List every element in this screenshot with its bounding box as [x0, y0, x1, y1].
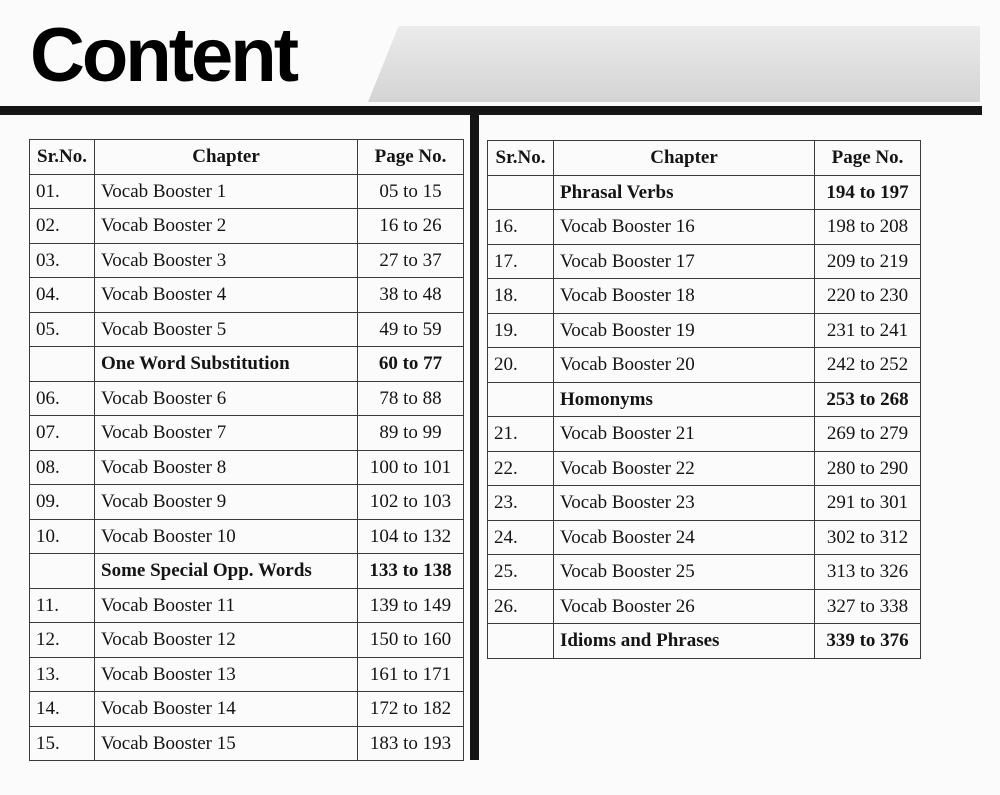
page-range-cell: 104 to 132 [358, 519, 464, 554]
page-range-cell: 194 to 197 [815, 175, 921, 210]
page-title: Content [30, 13, 297, 98]
section-row [30, 347, 464, 382]
table-row [488, 210, 921, 245]
sr-no-cell: 05. [30, 312, 95, 347]
table-row [488, 279, 921, 314]
table-row [30, 243, 464, 278]
sr-no-cell [30, 347, 95, 382]
sr-no-cell: 08. [30, 450, 95, 485]
header-sr-no: Sr.No. [30, 140, 95, 175]
sr-no-cell: 09. [30, 485, 95, 520]
page-range-cell: 102 to 103 [358, 485, 464, 520]
sr-no-cell [30, 554, 95, 589]
chapter-cell: Vocab Booster 6 [95, 381, 358, 416]
sr-no-cell: 23. [488, 486, 554, 521]
table-row [30, 657, 464, 692]
header-sr-no: Sr.No. [488, 141, 554, 176]
chapter-cell: Vocab Booster 5 [95, 312, 358, 347]
header-page-no: Page No. [815, 141, 921, 176]
table-row [488, 451, 921, 486]
title-banner [368, 26, 980, 102]
chapter-cell: One Word Substitution [95, 347, 358, 382]
page-range-cell: 183 to 193 [358, 726, 464, 761]
header-page-no: Page No. [358, 140, 464, 175]
header-chapter: Chapter [95, 140, 358, 175]
sr-no-cell: 16. [488, 210, 554, 245]
section-row [488, 175, 921, 210]
table-row [488, 589, 921, 624]
sr-no-cell: 15. [30, 726, 95, 761]
chapter-cell: Vocab Booster 25 [554, 555, 815, 590]
table-row [30, 450, 464, 485]
sr-no-cell: 18. [488, 279, 554, 314]
page-range-cell: 78 to 88 [358, 381, 464, 416]
table-row [488, 348, 921, 383]
page-range-cell: 05 to 15 [358, 174, 464, 209]
table-row [488, 417, 921, 452]
page-range-cell: 198 to 208 [815, 210, 921, 245]
sr-no-cell: 12. [30, 623, 95, 658]
chapter-cell: Vocab Booster 19 [554, 313, 815, 348]
table-row [30, 416, 464, 451]
chapter-cell: Vocab Booster 9 [95, 485, 358, 520]
section-row [488, 624, 921, 659]
sr-no-cell [488, 382, 554, 417]
table-row [30, 209, 464, 244]
table-row [30, 278, 464, 313]
chapter-cell: Vocab Booster 20 [554, 348, 815, 383]
page-range-cell: 242 to 252 [815, 348, 921, 383]
sr-no-cell: 14. [30, 692, 95, 727]
table-row [30, 174, 464, 209]
chapter-cell: Idioms and Phrases [554, 624, 815, 659]
chapter-cell: Vocab Booster 14 [95, 692, 358, 727]
chapter-cell: Vocab Booster 1 [95, 174, 358, 209]
table-row [30, 726, 464, 761]
page-range-cell: 49 to 59 [358, 312, 464, 347]
table-row [488, 520, 921, 555]
table-header-row [30, 140, 464, 175]
chapter-cell: Vocab Booster 24 [554, 520, 815, 555]
chapter-cell: Vocab Booster 12 [95, 623, 358, 658]
chapter-cell: Vocab Booster 18 [554, 279, 815, 314]
sr-no-cell: 20. [488, 348, 554, 383]
page-range-cell: 313 to 326 [815, 555, 921, 590]
sr-no-cell: 03. [30, 243, 95, 278]
table-row [30, 588, 464, 623]
table-row [488, 555, 921, 590]
page-range-cell: 269 to 279 [815, 417, 921, 452]
sr-no-cell [488, 175, 554, 210]
toc-body-right [488, 175, 921, 658]
chapter-cell: Vocab Booster 17 [554, 244, 815, 279]
page-range-cell: 161 to 171 [358, 657, 464, 692]
table-row [30, 692, 464, 727]
page-range-cell: 172 to 182 [358, 692, 464, 727]
chapter-cell: Vocab Booster 7 [95, 416, 358, 451]
chapter-cell: Vocab Booster 23 [554, 486, 815, 521]
chapter-cell: Vocab Booster 16 [554, 210, 815, 245]
sr-no-cell: 06. [30, 381, 95, 416]
chapter-cell: Vocab Booster 13 [95, 657, 358, 692]
chapter-cell: Vocab Booster 8 [95, 450, 358, 485]
table-row [30, 623, 464, 658]
chapter-cell: Vocab Booster 2 [95, 209, 358, 244]
sr-no-cell: 26. [488, 589, 554, 624]
chapter-cell: Vocab Booster 26 [554, 589, 815, 624]
page-range-cell: 291 to 301 [815, 486, 921, 521]
table-row [488, 486, 921, 521]
table-row [488, 244, 921, 279]
page-range-cell: 339 to 376 [815, 624, 921, 659]
header-rule [0, 106, 982, 115]
chapter-cell: Vocab Booster 15 [95, 726, 358, 761]
table-row [30, 312, 464, 347]
page-range-cell: 133 to 138 [358, 554, 464, 589]
chapter-cell: Some Special Opp. Words [95, 554, 358, 589]
table-row [30, 519, 464, 554]
chapter-cell: Homonyms [554, 382, 815, 417]
page-range-cell: 302 to 312 [815, 520, 921, 555]
table-header-row [488, 141, 921, 176]
sr-no-cell: 01. [30, 174, 95, 209]
page-range-cell: 327 to 338 [815, 589, 921, 624]
section-row [30, 554, 464, 589]
chapter-cell: Vocab Booster 10 [95, 519, 358, 554]
page-range-cell: 60 to 77 [358, 347, 464, 382]
toc-table-left [29, 139, 464, 761]
chapter-cell: Vocab Booster 3 [95, 243, 358, 278]
page-range-cell: 253 to 268 [815, 382, 921, 417]
table-row [30, 381, 464, 416]
page-range-cell: 150 to 160 [358, 623, 464, 658]
table-row [30, 485, 464, 520]
sr-no-cell: 04. [30, 278, 95, 313]
table-row [488, 313, 921, 348]
sr-no-cell: 07. [30, 416, 95, 451]
sr-no-cell [488, 624, 554, 659]
sr-no-cell: 25. [488, 555, 554, 590]
toc-body-left [30, 174, 464, 761]
chapter-cell: Vocab Booster 22 [554, 451, 815, 486]
sr-no-cell: 17. [488, 244, 554, 279]
sr-no-cell: 21. [488, 417, 554, 452]
page-range-cell: 16 to 26 [358, 209, 464, 244]
toc-table-right [487, 140, 921, 659]
section-row [488, 382, 921, 417]
sr-no-cell: 22. [488, 451, 554, 486]
page-range-cell: 139 to 149 [358, 588, 464, 623]
sr-no-cell: 10. [30, 519, 95, 554]
page-range-cell: 209 to 219 [815, 244, 921, 279]
header-chapter: Chapter [554, 141, 815, 176]
sr-no-cell: 11. [30, 588, 95, 623]
page-range-cell: 100 to 101 [358, 450, 464, 485]
column-divider [470, 115, 479, 760]
page-range-cell: 38 to 48 [358, 278, 464, 313]
page-range-cell: 280 to 290 [815, 451, 921, 486]
chapter-cell: Vocab Booster 4 [95, 278, 358, 313]
sr-no-cell: 13. [30, 657, 95, 692]
page-range-cell: 231 to 241 [815, 313, 921, 348]
sr-no-cell: 02. [30, 209, 95, 244]
chapter-cell: Vocab Booster 21 [554, 417, 815, 452]
sr-no-cell: 24. [488, 520, 554, 555]
page-range-cell: 89 to 99 [358, 416, 464, 451]
chapter-cell: Vocab Booster 11 [95, 588, 358, 623]
page-range-cell: 27 to 37 [358, 243, 464, 278]
chapter-cell: Phrasal Verbs [554, 175, 815, 210]
page-range-cell: 220 to 230 [815, 279, 921, 314]
sr-no-cell: 19. [488, 313, 554, 348]
